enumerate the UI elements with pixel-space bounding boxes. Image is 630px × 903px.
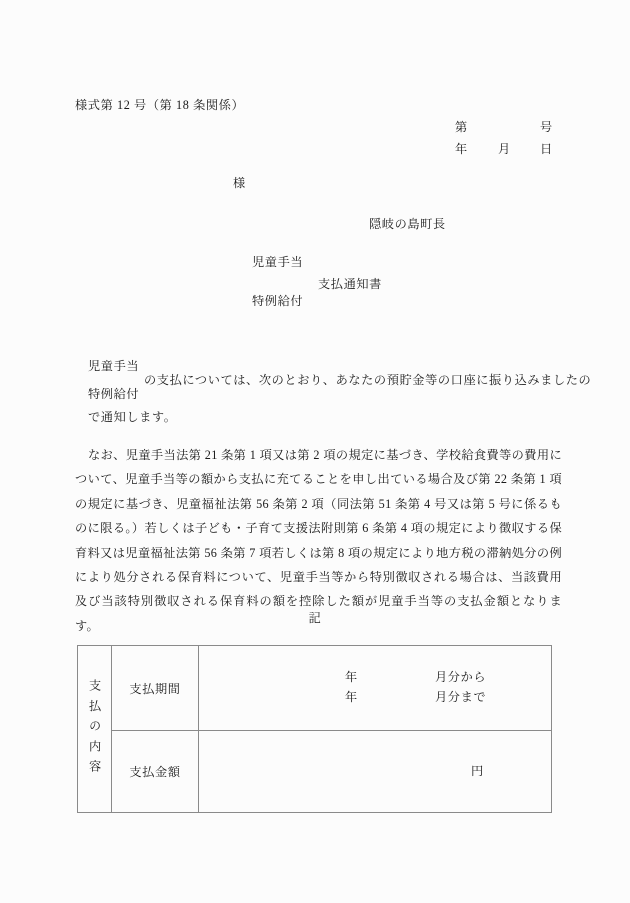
issuer-name: 隠岐の島町長 xyxy=(369,217,446,231)
title-option-special-benefit: 特例給付 xyxy=(252,294,304,308)
period-from-year-label: 年 xyxy=(345,670,358,684)
intro-paragraph-tail: で通知します。 xyxy=(88,410,177,424)
payment-period-fields xyxy=(199,646,551,730)
period-to-month-label: 月分まで xyxy=(435,690,487,704)
date-day-label: 日 xyxy=(540,142,553,156)
intro-paragraph-run: の支払については、次のとおり、あなたの預貯金等の口座に振り込みましたの xyxy=(144,373,592,387)
payment-period-from-row xyxy=(199,668,551,688)
page-title: 支払通知書 xyxy=(318,277,382,291)
period-from-month-label: 月分から xyxy=(435,670,487,684)
form-number: 様式第 12 号（第 18 条関係） xyxy=(75,98,245,112)
currency-unit-label: 円 xyxy=(471,764,484,778)
payment-content-vertical-label: 支払の内容 xyxy=(87,678,102,780)
addressee-marker: 様 xyxy=(233,176,246,190)
document-number-prefix: 第 xyxy=(455,120,468,134)
payment-period-to-row xyxy=(199,688,551,708)
document-date-row xyxy=(455,140,565,162)
payment-amount-header xyxy=(112,731,199,813)
intro-option-child-allowance: 児童手当 xyxy=(88,359,140,373)
document-number-row xyxy=(455,118,565,140)
date-year-label: 年 xyxy=(455,142,468,156)
intro-option-special-benefit: 特例給付 xyxy=(88,387,140,401)
title-option-child-allowance: 児童手当 xyxy=(252,255,304,269)
payment-amount-value-cell[interactable] xyxy=(199,731,552,813)
document-title-block xyxy=(252,256,482,314)
intro-paragraph xyxy=(88,357,592,417)
period-to-year-label: 年 xyxy=(345,690,358,704)
date-month-label: 月 xyxy=(498,142,511,156)
payment-details-table xyxy=(77,645,552,813)
payment-period-label: 支払期間 xyxy=(129,681,181,696)
legal-notice-paragraph: なお、児童手当法第 21 条第 1 項又は第 2 項の規定に基づき、学校給食費等の費用について、児童手当等の額から支払に充てることを申し出ている場合及び第 22 条第 1 項の規定に基づき、児童福祉法第 56 条第 2 項（同法第 51 条第 4 号又は第 5 号に係るものに限る。）若しくは子ども・子育て支援法附則第 6 条第 4 項の規定により徴収する保育料又は児童福祉法第 56 条第 7 項若しくは第 8 項の規定により地方税の滞納処分の例により処分される保育料について、児童手当等から特別徴収される場合は、当該費用及び当該特別徴収される保育料の額を控除した額が児童手当等の支払金額となります。 xyxy=(75,448,562,633)
payment-content-vertical-header xyxy=(78,646,112,813)
payment-period-header xyxy=(112,646,199,731)
ki-marker: 記 xyxy=(308,611,322,625)
payment-amount-label: 支払金額 xyxy=(129,765,181,779)
payment-amount-field xyxy=(199,731,551,812)
document-number-suffix: 号 xyxy=(540,120,553,134)
payment-period-value-cell[interactable] xyxy=(199,646,552,731)
document-meta-block xyxy=(455,118,565,162)
table-row xyxy=(78,731,552,813)
table-row xyxy=(78,646,552,731)
